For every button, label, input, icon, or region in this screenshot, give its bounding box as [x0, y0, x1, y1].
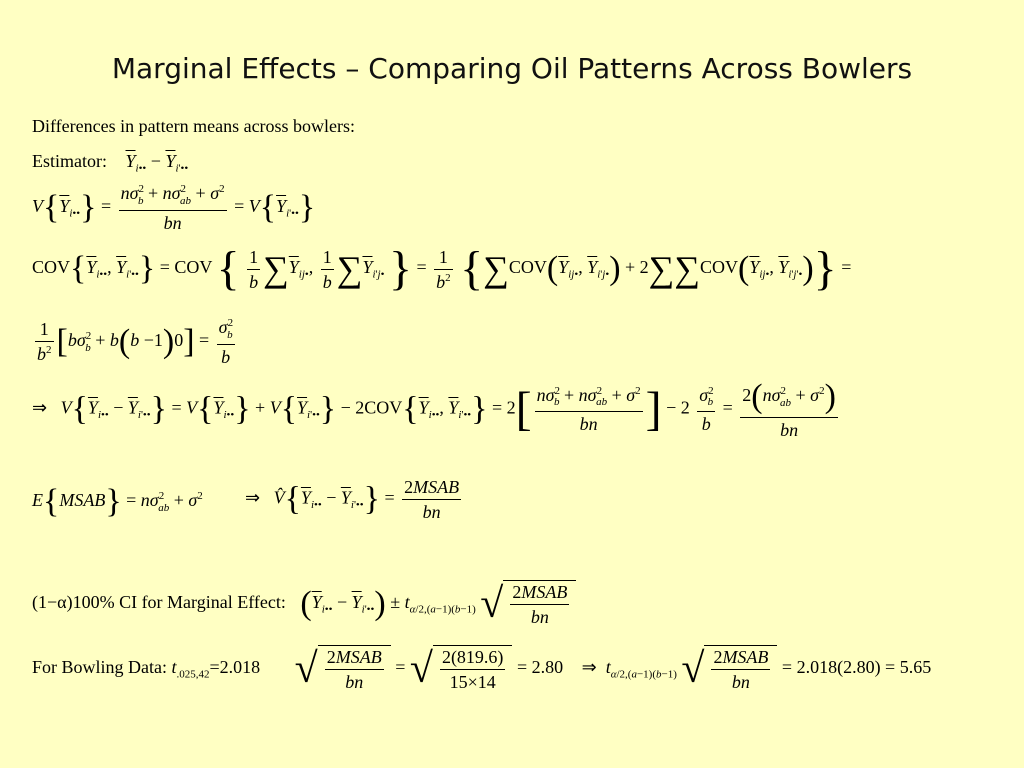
- bowling-data-line: [32, 645, 931, 693]
- estimator-expr: $\overline{Y}_{i••} - \overline{Y}_{i'••}$: [125, 151, 189, 175]
- ci-label: (1−α)100% CI for Marginal Effect:: [32, 592, 286, 613]
- estimator-label: Estimator:: [32, 151, 107, 171]
- margin-of-error-calculation: ⇒ $t_{\alpha/2,(a-1)(b-1)}$ √ $\frac{\text{2MSAB}}{bn}$ = 2.018(2.80) = 5.65: [581, 646, 932, 692]
- vhat-equation: ⇒ $V̂\{\overline{Y}_{i••} - \overline{Y}_{i'••}\}$ = $\frac{\text{2MSAB}}{bn}$: [245, 477, 460, 522]
- covariance-equation: $COV\{\overline{Y}_{i••}$, $\overline{Y}_{i'••}$} = COV { $\frac{1}{b}$ $\sum\overline{Y}_{ij•}$, $\frac{1}{b}$ $\sum\overline{Y}_{i'j•}$ } = $\frac{1}{b^2}$ {$\sum COV(\overline{Y}_{ij•}$, $\overline{Y}_{i'j•}) + 2\sum\sum COV(\overline{Y}_{ij•}$, $\overline{Y}_{i'j'•}$)} =: [32, 242, 852, 295]
- slide-title: Marginal Effects – Comparing Oil Patterns Across Bowlers: [111, 52, 913, 85]
- emsab-equation: E{MSAB} = $n\sigma^2_{ab} + \sigma^2$: [32, 483, 203, 520]
- variance-difference-equation: ⇒ $V\{\overline{Y}_{i••} - \overline{Y}_{i'••}\} = V\{\overline{Y}_{i••}\} + V\{\overline{Y}_{i'••}\} - 2COV\{\overline{Y}_{i••}$, $\overline{Y}_{i'••}\} = 2$[ $\frac{n\sigma^2_b + n\sigma^2_{ab} + \sigma^2}{bn}$ ] − 2 $\frac{\sigma^2_b}{b}$ = $\frac{2(n\sigma^2_{ab} + \sigma^2)}{bn}$: [32, 378, 836, 440]
- standard-error-calculation: √ $\frac{\text{2MSAB}}{bn}$ = √ $\frac{2(819.6)}{15\times 14}$ = 2.80: [294, 646, 568, 692]
- intro-text: Differences in pattern means across bowlers:: [32, 116, 356, 136]
- estimator-line: [32, 152, 188, 175]
- bowling-label: For Bowling Data:: [32, 657, 167, 678]
- t-value: $t_{.025,42}=2.018$: [171, 657, 261, 681]
- confidence-interval-line: [32, 580, 576, 628]
- ci-expression: $(\overline{Y}_{i••} - \overline{Y}_{i'••}) \pm t_{\alpha/2,(a-1)(b-1)}$ √ $\frac{\text{2MSAB}}{bn}$: [300, 592, 576, 612]
- variance-equation: $V\{\overline{Y}_{i••}\}$ = $\frac{n\sigma^2_b + n\sigma^2_{ab} + \sigma^2}{bn}$ = $V\{\overline{Y}_{i'••}\}$: [32, 183, 316, 233]
- covariance-result: $\frac{1}{b^2}$ $[b\sigma^2_b + b(b -1)0]$ = $\frac{\sigma^2_b}{b}$: [37, 317, 234, 367]
